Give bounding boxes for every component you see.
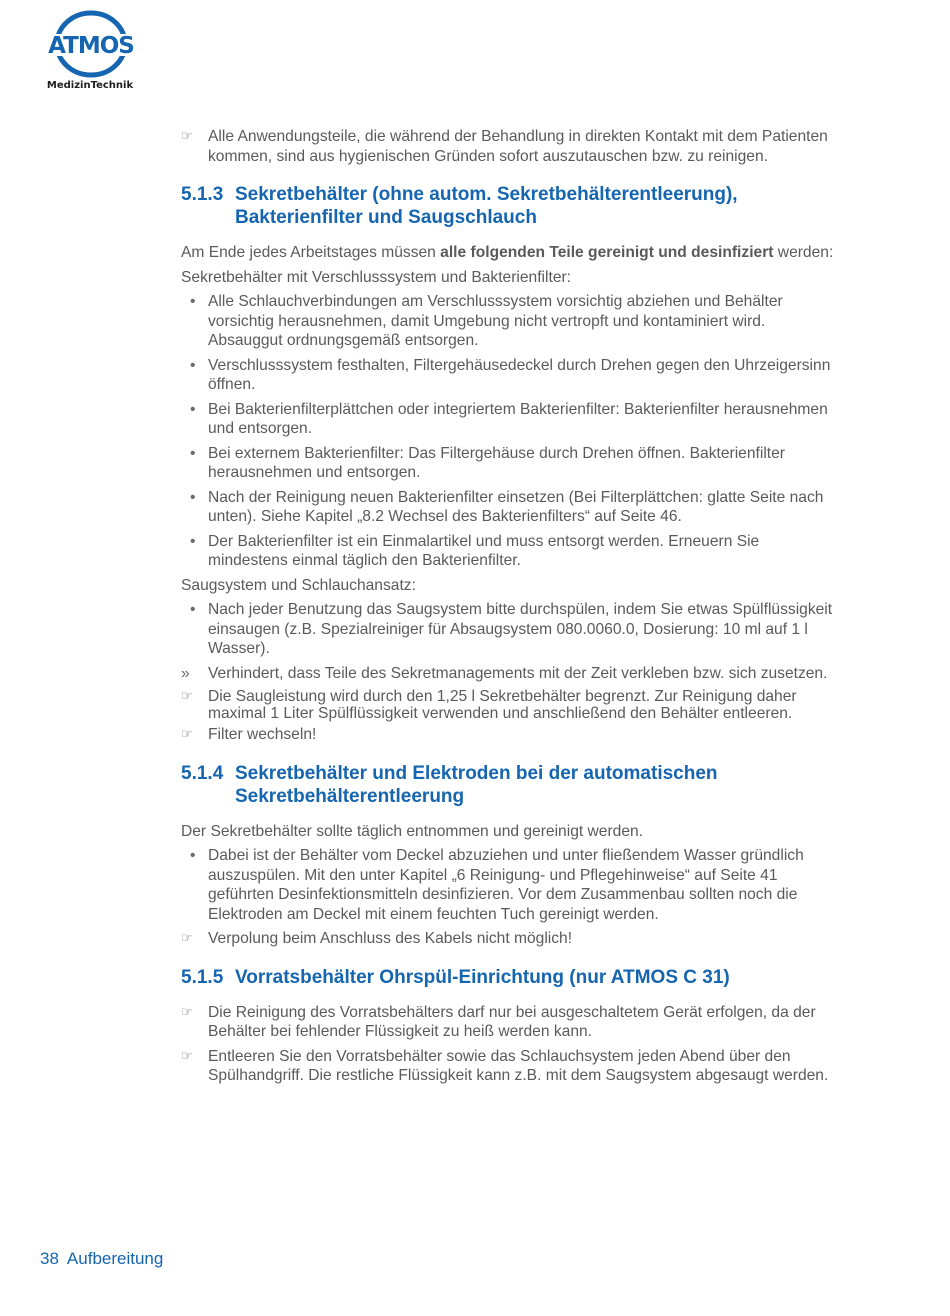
bullet-dot: • <box>190 400 196 418</box>
pointing-hand-icon: ☞ <box>181 727 193 742</box>
bullet-dot: • <box>190 444 196 462</box>
intro-note <box>181 127 841 166</box>
bullet-dot: • <box>190 601 196 618</box>
note-text: Die Reinigung des Vorratsbehälters darf nur bei ausgeschaltetem Gerät erfolgen, da der Behälter bei fehlender Flüssigkeit zu heiß werden kann. <box>208 1003 816 1040</box>
note-text: Filter wechseln! <box>208 726 317 743</box>
section-title: Sekretbehälter und Elektroden bei der automatischen Sekretbehälterentleerung <box>235 762 718 807</box>
pointing-hand-icon: ☞ <box>181 129 193 144</box>
result-text: Verhindert, dass Teile des Sekretmanagements mit der Zeit verkleben bzw. sich zusetzen. <box>208 664 828 682</box>
section-number: 5.1.5 <box>181 966 224 988</box>
list-item-text: Verschlusssystem festhalten, Filtergehäusedeckel durch Drehen gegen den Uhrzeigersinn öffnen. <box>208 356 831 393</box>
chapter-title: Aufbereitung <box>66 1249 164 1268</box>
list-item <box>181 444 841 483</box>
list-item <box>181 532 841 571</box>
section-title: Vorratsbehälter Ohrspül-Einrichtung (nur ATMOS C 31) <box>235 966 730 988</box>
list-item-text: Bei externem Bakterienfilter: Das Filtergehäuse durch Drehen öffnen. Bakterienfilter herausnehmen und entsorgen. <box>208 444 785 481</box>
list-item <box>181 600 841 659</box>
logo-wordmark: ATMOS <box>48 33 134 59</box>
list-item <box>181 400 841 439</box>
list-item <box>181 488 841 527</box>
result-arrow: » <box>181 664 190 682</box>
list-item-text: Dabei ist der Behälter vom Deckel abzuziehen und unter fließendem Wasser gründlich auszuspülen. Mit den unter Kapitel „6 Reinigung- und Pflegehinweise“ auf Seite 41 geführten Desinfektionsmitteln desinfizieren. Vor dem Zusammenbau sollten noch die Elektroden am Deckel mit einem feuchten Tuch gereinigt werden. <box>208 847 804 923</box>
section-number: 5.1.4 <box>181 762 224 784</box>
bullet-dot: • <box>190 356 196 374</box>
note-text: Entleeren Sie den Vorratsbehälter sowie das Schlauchsystem jeden Abend über den Spülhandgriff. Die restliche Flüssigkeit kann z.B. mit dem Saugsystem abgesaugt werden. <box>208 1047 829 1084</box>
subheading-sekretbehaelter: Sekretbehälter mit Verschlusssystem und Bakterienfilter: <box>181 268 572 286</box>
section-heading-5-1-5 <box>181 966 841 989</box>
list-item <box>181 846 841 924</box>
note-filter <box>181 725 841 745</box>
list-item-text: Alle Schlauchverbindungen am Verschlusssystem vorsichtig abziehen und Behälter vorsichtig herausnehmen, damit Umgebung nicht vertropft und kontaminiert wird. Absauggut ordnungsgemäß entsorgen. <box>208 293 783 349</box>
intro-note-text: Alle Anwendungsteile, die während der Behandlung in direkten Kontakt mit dem Patienten kommen, sind aus hygienischen Gründen sofort auszutauschen bzw. zu reinigen. <box>208 128 828 165</box>
pointing-hand-icon: ☞ <box>181 689 193 704</box>
section-intro: Der Sekretbehälter sollte täglich entnommen und gereinigt werden. <box>181 822 644 840</box>
note-text: Verpolung beim Anschluss des Kabels nicht möglich! <box>208 930 573 947</box>
list-item-text: Nach der Reinigung neuen Bakterienfilter einsetzen (Bei Filterplättchen: glatte Seite nach unten). Siehe Kapitel „8.2 Wechsel des Bakterienfilters“ auf Seite 46. <box>208 488 824 525</box>
section-number: 5.1.3 <box>181 184 224 205</box>
bullet-dot: • <box>190 847 196 864</box>
note-vorratsbehaelter <box>181 1003 841 1042</box>
bullet-dot: • <box>190 293 196 310</box>
intro-text-end: werden: <box>773 244 834 261</box>
page-footer <box>40 1249 163 1269</box>
result-note <box>181 664 841 684</box>
list-item-text: Nach jeder Benutzung das Saugsystem bitte durchspülen, indem Sie etwas Spülflüssigkeit einsaugen (z.B. Spezialreiniger für Absaugsystem 080.0060.0, Dosierung: 10 ml auf 1 l Wasser). <box>208 601 833 657</box>
note-text: Die Saugleistung wird durch den 1,25 l Sekretbehälter begrenzt. Zur Reinigung daher maximal 1 Liter Spülflüssigkeit verwenden und anschließend den Behälter entleeren. <box>208 688 797 722</box>
section-heading-5-1-3 <box>181 183 841 229</box>
pointing-hand-icon: ☞ <box>181 1004 193 1020</box>
subheading-saugsystem: Saugsystem und Schlauchansatz: <box>181 576 416 594</box>
page-number: 38 <box>40 1249 59 1268</box>
document-body <box>181 127 841 1091</box>
note-verpolung <box>181 929 841 949</box>
pointing-hand-icon: ☞ <box>181 1048 193 1064</box>
bullet-dot: • <box>190 488 196 506</box>
pointing-hand-icon: ☞ <box>181 931 193 946</box>
intro-text: Am Ende jedes Arbeitstages müssen <box>181 244 441 261</box>
bullet-dot: • <box>190 532 196 550</box>
section-intro <box>181 243 841 263</box>
section-heading-5-1-4 <box>181 762 841 808</box>
list-item <box>181 292 841 351</box>
note-saugleistung <box>181 688 841 722</box>
list-item <box>181 356 841 395</box>
note-entleeren <box>181 1047 841 1086</box>
list-item-text: Der Bakterienfilter ist ein Einmalartikel und muss entsorgt werden. Erneuern Sie mindestens einmal täglich den Bakterienfilter. <box>208 532 760 569</box>
intro-emphasis: alle folgenden Teile gereinigt und desinfiziert <box>440 244 774 261</box>
logo-subtext: MedizinTechnik <box>46 80 134 91</box>
list-item-text: Bei Bakterienfilterplättchen oder integriertem Bakterienfilter: Bakterienfilter herausnehmen und entsorgen. <box>208 400 828 437</box>
section-title: Sekretbehälter (ohne autom. Sekretbehälterentleerung), Bakterienfilter und Saugschlauch <box>235 184 738 228</box>
